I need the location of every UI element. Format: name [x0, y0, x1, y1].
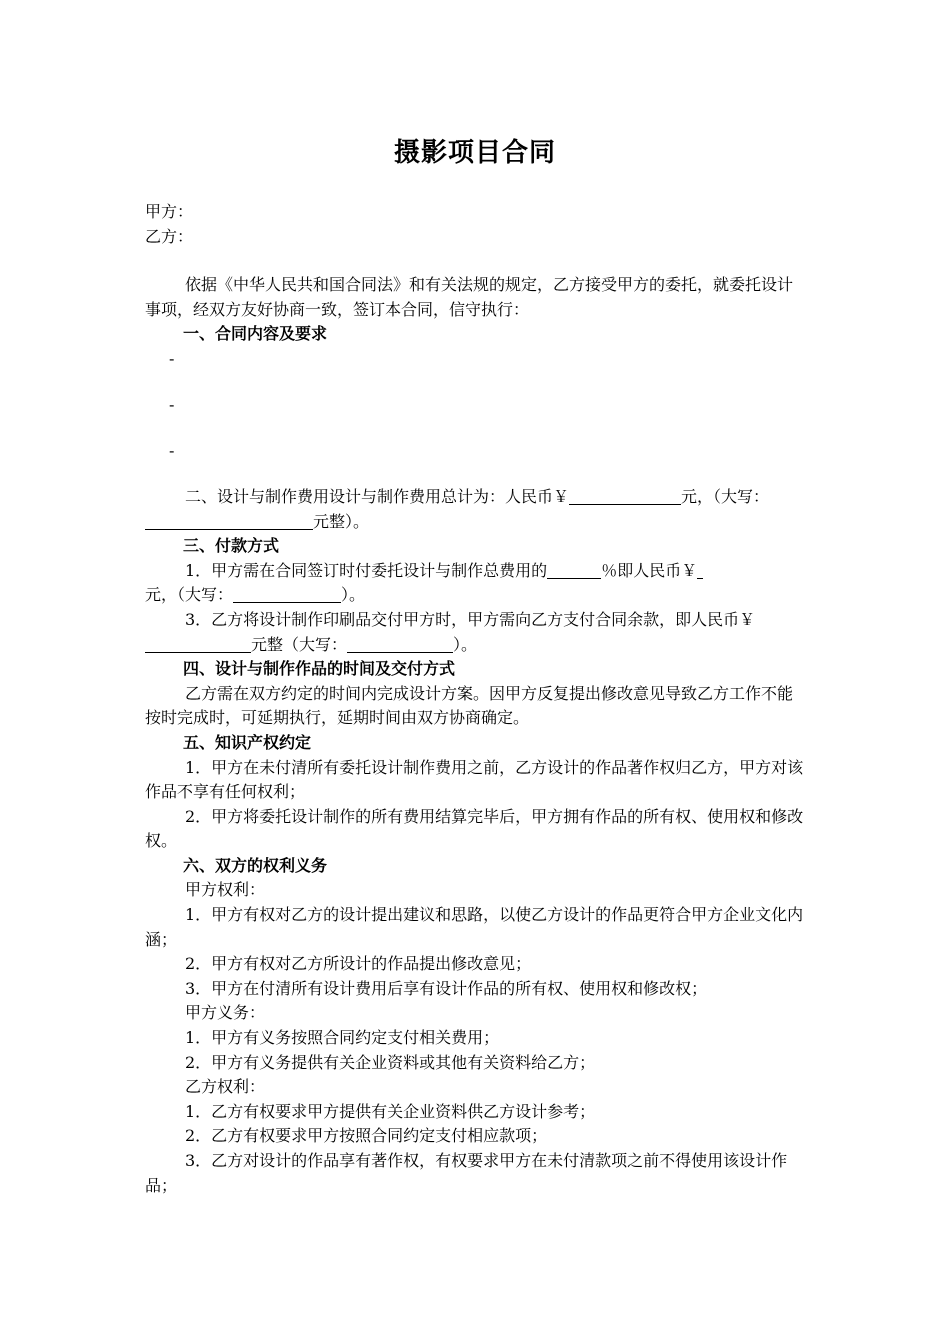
party-b-right-3: 3．乙方对设计的作品享有著作权，有权要求甲方在未付清款项之前不得使用该设计作品；	[145, 1151, 788, 1195]
party-a-line: 甲方：	[145, 202, 194, 221]
intro-paragraph: 依据《中华人民共和国合同法》和有关法规的规定，乙方接受甲方的委托，就委托设计事项，经双方友好协商一致，签订本合同，信守执行：	[145, 275, 794, 319]
party-b-right-1: 1．乙方有权要求甲方提供有关企业资料供乙方设计参考；	[185, 1101, 596, 1121]
party-a-right-2: 2．甲方有权对乙方所设计的作品提出修改意见；	[185, 954, 532, 974]
section-5-heading: 五、知识产权约定	[183, 732, 312, 752]
party-b-rights-label: 乙方权利：	[185, 1077, 266, 1097]
section-2-paragraph: 二、设计与制作费用设计与制作费用总计为：人民币￥ 元，（大写：元整）。	[145, 485, 807, 534]
section-4-text: 乙方需在双方约定的时间内完成设计方案。因甲方反复提出修改意见导致乙方工作不能按时完成时，可延期执行，延期时间由双方协商确定。	[145, 683, 794, 728]
party-a-duty-1: 1．甲方有义务按照合同约定支付相关费用；	[185, 1028, 500, 1048]
section-3-heading: 三、付款方式	[183, 536, 280, 556]
party-b-line: 乙方：	[145, 226, 194, 246]
section-1-heading: 一、合同内容及要求	[183, 324, 328, 344]
ip-clause-1: 1．甲方在未付清所有委托设计制作费用之前，乙方设计的作品著作权归乙方，甲方对该作品不享有任何权利；	[145, 757, 804, 802]
contract-body	[145, 200, 807, 1198]
party-a-duties-label: 甲方义务：	[185, 1003, 266, 1023]
party-b-right-2: 2．乙方有权要求甲方按照合同约定支付相应款项；	[185, 1126, 548, 1146]
section-4-heading: 四、设计与制作作品的时间及交付方式	[183, 659, 456, 679]
party-a-right-3: 3．甲方在付清所有设计费用后享有设计作品的所有权、使用权和修改权；	[185, 978, 708, 998]
section-6-heading: 六、双方的权利义务	[183, 855, 328, 875]
contract-title: 摄影项目合同	[393, 138, 556, 168]
payment-clause-3: 3．乙方将设计制作印刷品交付甲方时，甲方需向乙方支付合同余款，即人民币￥元整（大写： ）。	[145, 608, 807, 657]
party-a-duty-2: 2．甲方有义务提供有关企业资料或其他有关资料给乙方；	[185, 1052, 596, 1072]
section-1-item: -	[169, 440, 175, 460]
party-a-right-1: 1．甲方有权对乙方的设计提出建议和思路，以使乙方设计的作品更符合甲方企业文化内涵；	[145, 905, 804, 949]
section-1-item: -	[169, 348, 175, 368]
party-a-rights-label: 甲方权利：	[185, 880, 266, 900]
section-1-item: -	[169, 394, 175, 414]
payment-clause-1: 1．甲方需在合同签订时付委托设计与制作总费用的 ％即人民币￥ 元，（大写： ）。	[145, 559, 807, 608]
ip-clause-2: 2．甲方将委托设计制作的所有费用结算完毕后，甲方拥有作品的所有权、使用权和修改权。	[145, 806, 804, 851]
